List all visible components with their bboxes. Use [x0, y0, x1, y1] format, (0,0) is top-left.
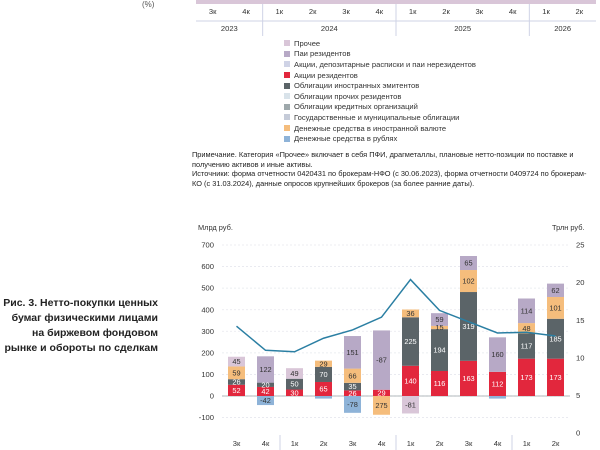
bar-label: 185	[549, 334, 562, 344]
x-tick-label: 1к	[406, 439, 415, 448]
bar-label: 65	[464, 258, 473, 268]
bar-label: 35	[348, 382, 357, 392]
left-tick-label: 600	[201, 262, 214, 272]
top-year-label: 2023	[220, 24, 238, 33]
bar-label: 140	[404, 376, 417, 386]
legend-label: Акции, депозитарные расписки и паи нерезидентов	[294, 59, 476, 69]
note-text: Примечание. Категория «Прочее» включает в себя ПФИ, драгметаллы, плановые нетто-позиции по поставке и получению активов и иные активы.	[192, 150, 574, 169]
legend-swatch	[284, 104, 290, 110]
right-tick-label: 20	[576, 278, 585, 288]
legend-label: Облигации прочих резидентов	[294, 91, 402, 101]
bar-label: 101	[549, 303, 562, 313]
top-year-label: 2025	[454, 24, 472, 33]
top-quarter-label: 4к	[508, 7, 517, 16]
legend-swatch	[284, 93, 290, 99]
bar-label: 29	[377, 388, 386, 398]
top-year-label: 2026	[554, 24, 572, 33]
bar-label: 20	[261, 380, 270, 390]
legend-item	[284, 80, 476, 91]
bar-label: 26	[232, 377, 241, 387]
bar-label: 62	[551, 285, 560, 295]
legend-label: Облигации иностранных эмитентов	[294, 81, 420, 91]
legend-swatch	[284, 136, 290, 142]
bar-label: -81	[405, 400, 416, 410]
legend-item	[284, 59, 476, 70]
chart-notes	[192, 150, 592, 188]
x-tick-label: 1к	[522, 439, 531, 448]
top-quarter-label: 1к	[275, 7, 284, 16]
legend-label: Акции резидентов	[294, 70, 358, 80]
bar-label: -42	[260, 396, 271, 406]
x-tick-label: 3к	[232, 439, 241, 448]
legend-item	[284, 123, 476, 134]
legend-label: Государственные и муниципальные облигации	[294, 112, 460, 122]
top-quarter-label: 2к	[575, 7, 584, 16]
right-axis-unit: Трлн руб.	[552, 223, 585, 232]
x-tick-label: 2к	[551, 439, 560, 448]
left-tick-label: 500	[201, 283, 214, 293]
top-strip-bar	[196, 0, 596, 4]
left-tick-label: 0	[209, 391, 214, 401]
legend-item	[284, 102, 476, 113]
top-quarter-label: 4к	[242, 7, 250, 16]
legend-label: Денежные средства в рублях	[294, 134, 398, 144]
x-tick-label: 4к	[377, 439, 386, 448]
right-tick-label: 10	[576, 353, 585, 363]
legend-label: Паи резидентов	[294, 49, 351, 59]
bar-label: 65	[319, 384, 328, 394]
legend-swatch	[284, 114, 290, 120]
bar-label: 225	[404, 337, 417, 347]
bar-label: 275	[375, 400, 388, 410]
bar-label: 48	[522, 323, 531, 333]
bar-label: 114	[520, 306, 533, 316]
bar-label: -87	[376, 355, 387, 365]
legend-item	[284, 112, 476, 123]
x-tick-label: 3к	[464, 439, 473, 448]
bar-label: 50	[290, 379, 299, 389]
bar-label: 15	[435, 323, 444, 333]
legend-swatch	[284, 61, 290, 67]
top-quarter-label: 1к	[408, 7, 417, 16]
bar-label: 26	[348, 388, 357, 398]
bar-label: 59	[435, 315, 444, 325]
x-tick-label: 2к	[319, 439, 328, 448]
top-quarter-label: 3к	[342, 7, 350, 16]
bar-label: 52	[232, 385, 241, 395]
legend-swatch	[284, 72, 290, 78]
bar-label: 66	[348, 371, 357, 381]
turnover-line	[237, 280, 556, 352]
legend-label: Прочее	[294, 38, 321, 48]
top-quarter-label: 2к	[308, 7, 317, 16]
left-tick-label: 400	[201, 305, 214, 315]
bar-label: 30	[290, 388, 299, 398]
left-tick-label: 200	[201, 348, 214, 358]
top-year-label: 2024	[320, 24, 338, 33]
bar-label: 36	[406, 308, 415, 318]
top-quarter-label: 4к	[375, 7, 384, 16]
left-axis-unit: Млрд руб.	[198, 223, 233, 232]
bar-label: 173	[549, 372, 562, 382]
right-tick-label: 0	[576, 428, 581, 438]
legend-swatch	[284, 83, 290, 89]
right-tick-label: 15	[576, 315, 585, 325]
bar-label: 42	[261, 387, 270, 397]
x-tick-label: 4к	[493, 439, 502, 448]
bar-label: 59	[232, 368, 241, 378]
bar-label: 29	[319, 359, 328, 369]
bar-label: 45	[232, 357, 241, 367]
corner-mark: (%)	[142, 0, 155, 9]
top-quarter-label: 2к	[442, 7, 450, 16]
bar-label: 319	[462, 322, 475, 332]
right-tick-label: 5	[576, 391, 581, 400]
legend-swatch	[284, 40, 290, 46]
bar-label: 70	[319, 370, 328, 380]
top-quarter-label: 3к	[475, 7, 484, 16]
bar-label: 116	[433, 379, 446, 389]
x-tick-label: 2к	[435, 439, 444, 448]
left-tick-label: 100	[201, 370, 214, 380]
bar-label: 194	[433, 345, 446, 355]
legend-item	[284, 91, 476, 102]
figure-label: Рис. 3.	[3, 297, 38, 309]
legend-label: Облигации кредитных организаций	[294, 102, 418, 112]
legend-item	[284, 133, 476, 144]
legend-swatch	[284, 51, 290, 57]
top-quarter-label: 1к	[542, 7, 550, 16]
bar-label: 160	[491, 350, 504, 360]
bar-label: 151	[346, 347, 359, 357]
bar-label: 117	[520, 341, 533, 351]
bar-label: 112	[491, 379, 504, 389]
legend-swatch	[284, 125, 290, 131]
legend-item	[284, 49, 476, 60]
bar-label: -78	[347, 400, 358, 410]
right-tick-label: 25	[576, 240, 585, 250]
bar-label: 122	[259, 365, 272, 375]
left-tick-label: 700	[201, 240, 214, 250]
top-quarter-label: 3к	[208, 7, 217, 16]
legend-item	[284, 70, 476, 81]
sources-text: Источники: форма отчетности 0420431 по брокерам-НФО (с 30.06.2023), форма отчетности 0409724 по брокерам-КО (с 31.03.2024), данные опросов крупнейших брокеров (за более ранние даты).	[192, 169, 587, 188]
bar-segment	[489, 396, 506, 399]
legend	[284, 38, 476, 144]
left-tick-label: 300	[201, 326, 214, 336]
left-tick-label: -100	[198, 413, 214, 423]
legend-item	[284, 38, 476, 49]
figure-title: Нетто-покупки ценных бумаг физическими лицами на биржевом фондовом рынке и обороты по сделкам	[4, 297, 158, 354]
bar-label: 173	[520, 372, 533, 382]
x-tick-label: 4к	[261, 439, 270, 448]
x-tick-label: 1к	[290, 439, 299, 448]
x-tick-label: 3к	[348, 439, 357, 448]
bar-segment	[315, 396, 332, 399]
legend-label: Денежные средства в иностранной валюте	[294, 123, 447, 133]
bar-label: 163	[462, 374, 475, 384]
bar-label: 49	[290, 369, 299, 379]
figure-caption	[0, 296, 158, 356]
bar-label: 102	[462, 276, 475, 286]
